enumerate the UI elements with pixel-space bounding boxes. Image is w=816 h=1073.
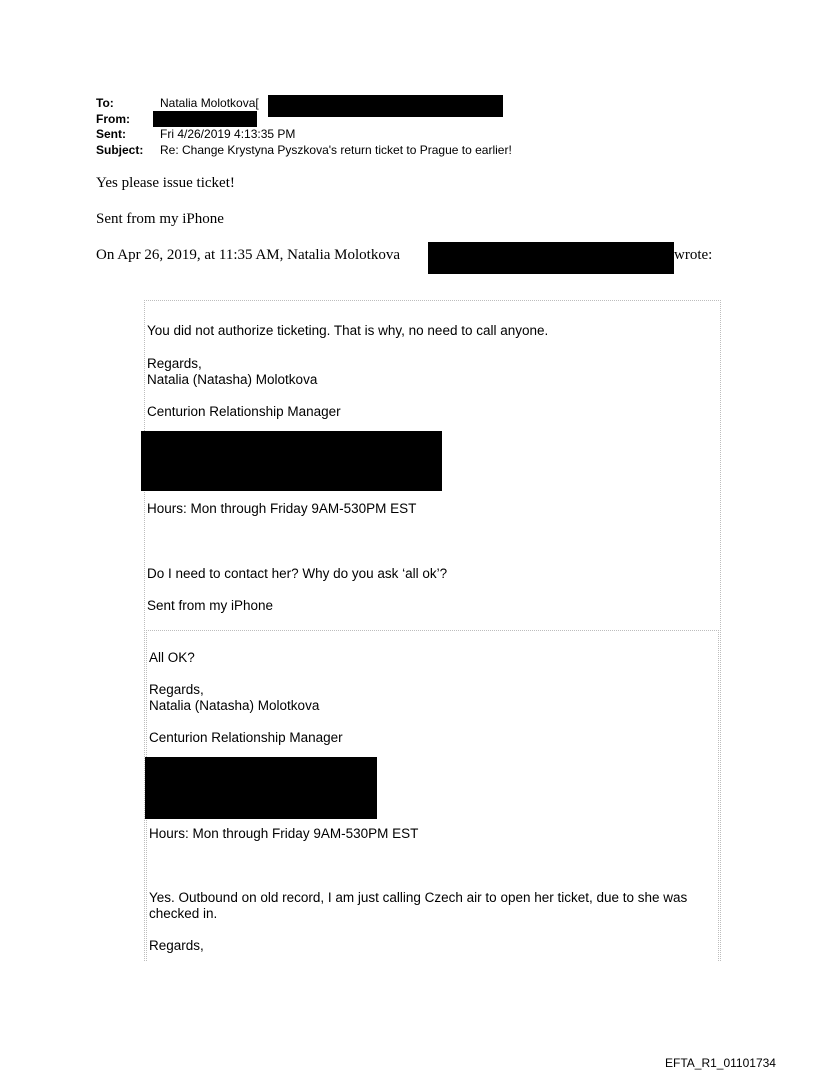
quote2-text: All OK? xyxy=(149,650,195,665)
sent-value: Fri 4/26/2019 4:13:35 PM xyxy=(160,127,296,141)
to-value: Natalia Molotkova[ xyxy=(160,96,259,110)
redaction-quote-email xyxy=(428,242,674,274)
quote-intro-text: On Apr 26, 2019, at 11:35 AM, Natalia Molotkova xyxy=(96,247,400,263)
quote2-regards2: Regards, xyxy=(149,938,204,953)
subject-label: Subject: xyxy=(96,143,144,157)
quote1-signature-title: Centurion Relationship Manager xyxy=(147,404,341,419)
document-id: EFTA_R1_01101734 xyxy=(665,1056,776,1070)
quote2-signature-name: Natalia (Natasha) Molotkova xyxy=(149,698,320,713)
from-label: From: xyxy=(96,112,130,126)
quote2-reply-line1: Yes. Outbound on old record, I am just calling Czech air to open her ticket, due to she was xyxy=(149,890,688,905)
body-line-issue-ticket: Yes please issue ticket! xyxy=(96,175,235,191)
quote1-text: You did not authorize ticketing. That is why, no need to call anyone. xyxy=(147,323,549,338)
sent-label: Sent: xyxy=(96,127,126,141)
redaction-to-email xyxy=(268,95,503,117)
quote1-question: Do I need to contact her? Why do you ask ‘all ok’? xyxy=(147,566,448,581)
redaction-signature-1 xyxy=(141,431,442,491)
quote1-signature-name: Natalia (Natasha) Molotkova xyxy=(147,372,318,387)
subject-value: Re: Change Krystyna Pyszkova's return ticket to Prague to earlier! xyxy=(160,143,512,157)
quote1-sent-from: Sent from my iPhone xyxy=(147,598,274,613)
body-line-sent-from: Sent from my iPhone xyxy=(96,211,224,227)
to-label: To: xyxy=(96,96,114,110)
redaction-signature-2 xyxy=(145,757,377,819)
redaction-from xyxy=(153,111,257,127)
quote1-regards: Regards, xyxy=(147,356,202,371)
quote1-hours: Hours: Mon through Friday 9AM-530PM EST xyxy=(147,501,417,516)
quote-intro-wrote: wrote: xyxy=(674,247,713,263)
quote2-hours: Hours: Mon through Friday 9AM-530PM EST xyxy=(149,826,419,841)
quote2-reply-line2: checked in. xyxy=(149,906,218,921)
quote2-signature-title: Centurion Relationship Manager xyxy=(149,730,343,745)
quote2-regards: Regards, xyxy=(149,682,204,697)
